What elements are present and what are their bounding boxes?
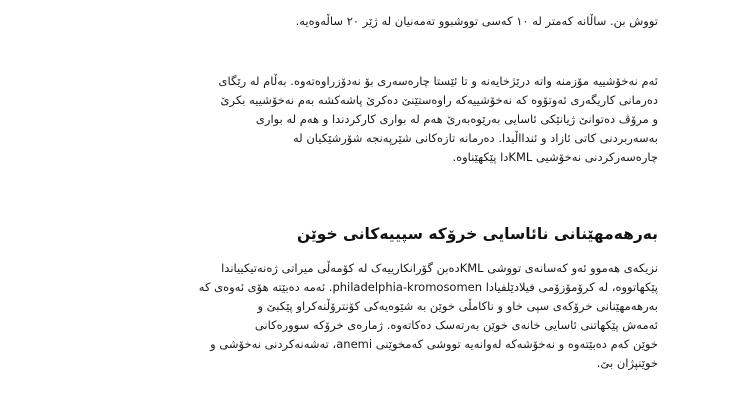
paragraph-line: خوێنپژان بێ.	[596, 356, 658, 370]
paragraph-line: ئەمەش پێکهاتنی ئاسایی خانەی خوێن بەرتەسک دەکاتەوە. ژمارەی خرۆکە سوورەکانی	[254, 318, 658, 332]
paragraph-line: ئەم نەخۆشییە مۆزمنە واتە درێژخایەنە و تا ئێستا چارەسەری بۆ نەدۆزراوەتەوە. بەڵام لە رێگای	[218, 74, 658, 88]
paragraph-line: دەرمانی کاریگەری ئەوتۆوە کە نەخۆشییەکە راوەستێنێ دەکرێ پاشەکشە بەم نەخۆشییە بکرێ	[220, 93, 658, 107]
paragraph-line: تووش بن. ساڵانە کەمتر لە ١٠ کەسی تووشبوو تەمەنیان لە ژێر ٢٠ ساڵەوەیە.	[295, 14, 658, 28]
paragraph-disease-course	[18, 72, 658, 167]
paragraph-white-cells	[8, 259, 658, 373]
paragraph-line: و مرۆڤ دەتوانێ ژیانێکی ئاسایی بەرێوەبەرێ هەم لە بواری کارکردندا و هەم لە بواری	[255, 112, 658, 126]
paragraph-intro-tail	[18, 0, 658, 31]
section-heading: بەرهەمهێنانی نائاسایی خرۆکە سپییەکانی خوێن	[296, 225, 658, 243]
paragraph-line: خوێن کەم دەبێتەوە و نەخۆشەکە لەوانەیە تووشی کەمخوێنی anemi، تەشەنەکردنی نەخۆشی و	[210, 337, 658, 351]
paragraph-line: چارەسەرکردنی نەخۆشیی KMLدا پێکهێناوە.	[452, 150, 658, 164]
paragraph-line: نزیکەی هەموو ئەو کەسانەی تووشی KMLدەبن گۆرانکارییەک لە کۆمەڵی میراتی ژەنەتیکییاندا	[221, 261, 658, 275]
paragraph-line: بەسەربردنی کاتی ئازاد و ئندااڵیدا. دەرمانە تازەکانی شێرپەنجە شۆرشێکیان لە	[293, 131, 658, 145]
paragraph-line: پێکهاتووە، لە کرۆمۆزۆمی فیلادێلفیادا philadelphia-kromosomen. ئەمە دەبێتە هۆی ئەوەی کە	[198, 280, 658, 294]
paragraph-line: بەرهەمهێنانی خرۆکەی سپی خاو و ناکامڵی خوێن بە شێوەیەکی کۆنترۆڵنەکراو پێکبێ و	[257, 299, 658, 313]
